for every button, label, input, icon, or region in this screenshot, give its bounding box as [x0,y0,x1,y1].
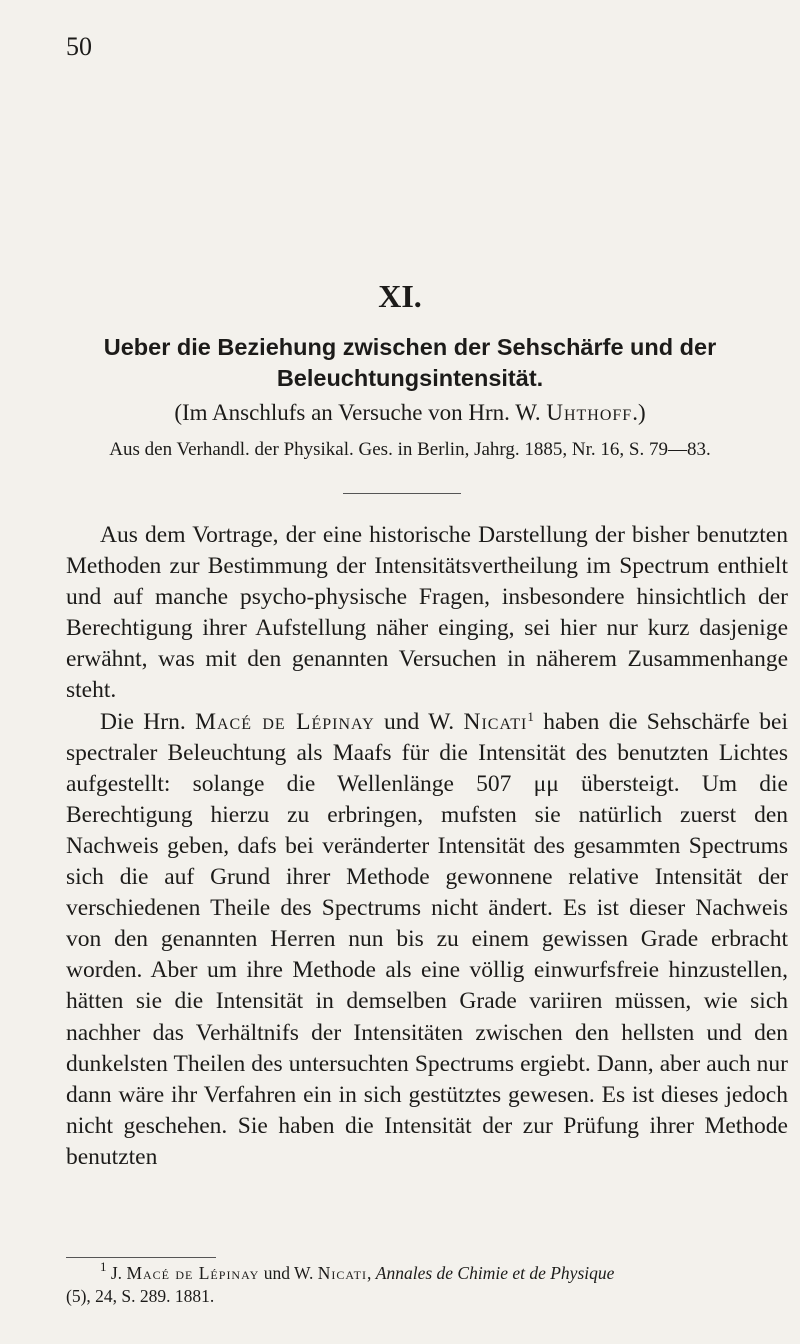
paragraph-2 [66,707,788,1173]
paragraph-2-mid: und W. [374,708,464,735]
article-title: Ueber die Beziehung zwischen der Sehschärfe und der Beleuchtungsintensität. [103,334,717,391]
author-nicati: Nicati [463,708,528,735]
footnote [66,1259,788,1308]
paragraph-2-lead: Die Hrn. [100,708,196,735]
source-citation: Aus den Verhandl. der Physikal. Ges. in Berlin, Jahrg. 1885, Nr. 16, S. 79—83. [109,439,711,460]
subtitle-author: Uhthoff [546,400,633,425]
footnote-number: 1 [100,1259,107,1274]
footnote-ref[interactable]: 1 [527,708,534,724]
paragraph-2-text: haben die Sehschärfe bei spectraler Beleuchtung als Maafs für die Intensität des benutzten Lichtes aufgestellt: solange die Wellenlänge 507 μμ übersteigt. Um die Berechtigung hierzu zu erbringen, mufsten sie natürlich zuerst den Nachweis geben, dafs bei veränderter Intensität des gesammten Spectrums sich die auf Grund ihrer Methode gewonnene relative Intensität der verschiedenen Theile des Spectrums nicht ändert. Es ist dieser Nachweis von den genannten Herren nun bis zu einem gewissen Grade erbracht worden. Aber um ihre Methode als eine völlig einwurfsfreie hinzustellen, hätten sie die Intensität in demselben Grade variiren müssen, wie sich nachher das Verhältnifs der Intensitäten zwischen den hellsten und den dunkelsten Theilen des untersuchten Spectrums ergiebt. Dann, aber auch nur dann wäre ihr Verfahren ein in sich gestütztes gewesen. Es ist dieses jedoch nicht geschehen. Sie haben die Intensität der zur Prüfung ihrer Methode benutzten [66,708,788,1170]
footnote-author-mace: Macé de Lépinay [126,1263,260,1283]
footnote-details: (5), 24, S. 289. 1881. [66,1286,215,1306]
footnote-divider [66,1257,216,1258]
footnote-authors-a: J. [110,1263,127,1283]
body-text [66,520,788,1173]
paragraph-1: Aus dem Vortrage, der eine historische Darstellung der bisher benutzten Methoden zur Bestimmung der Intensitätsvertheilung im Spectrum enthielt und auf manche psycho-physische Fragen, insbesondere hinsichtlich der Berechtigung ihrer Aufstellung näher einging, sei hier nur kurz dasjenige erwähnt, was mit den genannten Versuchen in näherem Zusammenhange steht. [66,522,788,704]
chapter-number: XI. [378,278,422,314]
subtitle-prefix: (Im Anschlufs an Versuche von Hrn. W. [174,400,547,425]
footnote-journal: Annales de Chimie et de Physique [375,1263,615,1283]
subtitle-suffix: .) [632,400,646,425]
footnote-line [66,1259,788,1285]
author-mace: Macé de Lépinay [195,708,375,735]
footnote-mid: und W. [259,1263,318,1283]
article-subtitle [40,400,780,426]
page-number: 50 [66,32,92,61]
title-divider [343,493,461,494]
footnote-comma: , [367,1263,376,1283]
footnote-author-nicati: Nicati [317,1263,368,1283]
